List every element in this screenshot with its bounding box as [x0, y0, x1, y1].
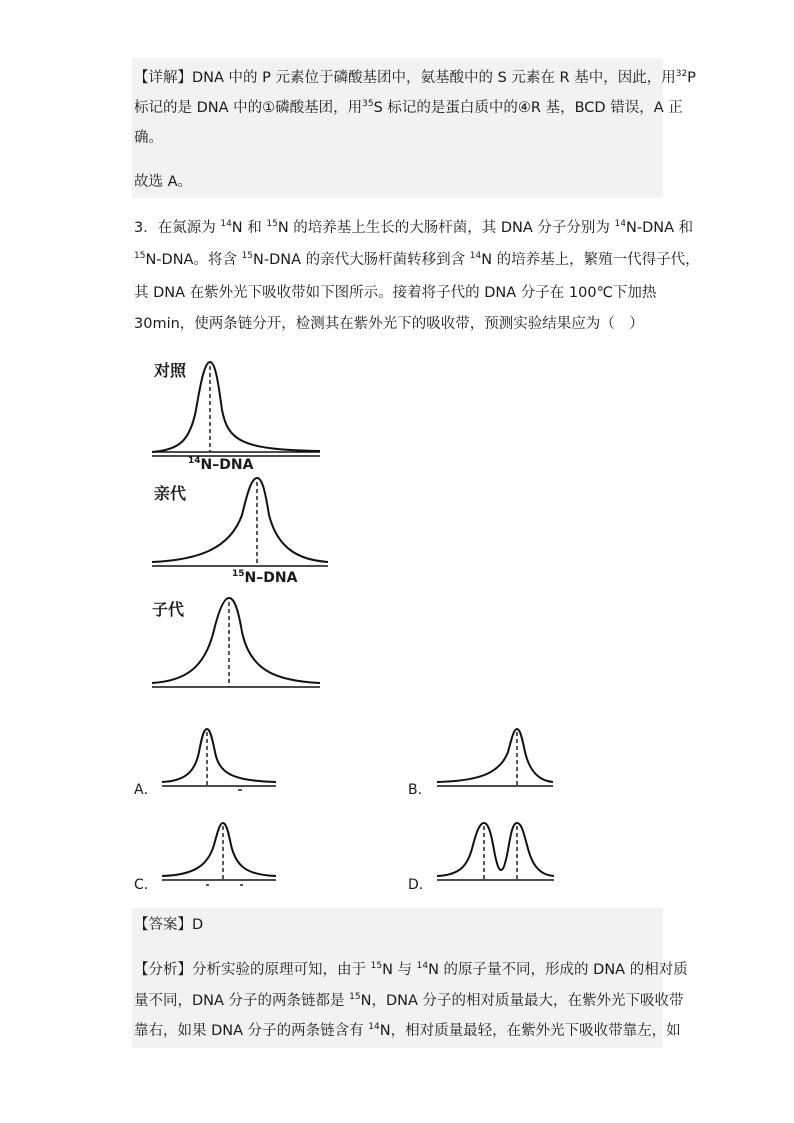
- answer-value: D: [192, 917, 204, 933]
- detail-line-2: 标记的是 DNA 中的①磷酸基团，用$^{35}$S 标记的是蛋白质中的④R 基，BCD 错误，A 正: [134, 99, 683, 116]
- question-line-1: 3．在氮源为 $^{14}$N 和 $^{15}$N 的培养基上生长的大肠杆菌，其 DNA 分子分别为 $^{14}$N-DNA 和: [134, 219, 694, 236]
- offspring-label: 子代: [152, 600, 185, 619]
- analysis-line-2: 量不同，DNA 分子的两条链都是 $^{15}$N，DNA 分子的相对质量最大，在紫外光下吸收带: [134, 992, 684, 1009]
- analysis-line-1: 【分析】分析实验的原理可知，由于 $^{15}$N 与 $^{14}$N 的原子量不同，形成的 DNA 的相对质: [134, 961, 688, 978]
- option-d-label: D．: [408, 877, 433, 893]
- question-line-3: 其 DNA 在紫外光下吸收带如下图所示。接着将子代的 DNA 分子在 100℃下加热: [134, 285, 657, 301]
- detail-line-3: 确。: [134, 130, 163, 146]
- answer-tag: 【答案】: [134, 917, 192, 933]
- option-b-label: B．: [408, 782, 432, 798]
- n14-dna-label: $^{14}$N–DNA: [188, 456, 254, 473]
- control-label: 对照: [154, 361, 187, 380]
- question-line-2: $^{15}$N-DNA。将含 $^{15}$N-DNA 的亲代大肠杆菌转移到含 $^{14}$N 的培养基上，繁殖一代得子代，: [134, 251, 700, 268]
- question-line-4: 30min，使两条链分开，检测其在紫外光下的吸收带，预测实验结果应为（ ）: [134, 316, 644, 332]
- analysis-line-3: 靠右，如果 DNA 分子的两条链含有 $^{14}$N，相对质量最轻，在紫外光下吸收带靠左，如: [134, 1022, 681, 1039]
- detail-line-1: 【详解】DNA 中的 P 元素位于磷酸基团中，氨基酸中的 S 元素在 R 基中，因此，用$^{32}$P: [134, 69, 696, 86]
- n15-dna-label: $^{15}$N–DNA: [232, 569, 298, 586]
- detail-line-4: 故选 A。: [134, 174, 193, 190]
- detail-tag: 【详解】: [134, 70, 192, 86]
- parent-label: 亲代: [154, 484, 187, 503]
- analysis-tag: 【分析】: [134, 962, 192, 978]
- option-c-label: C．: [134, 877, 158, 893]
- option-a-label: A．: [134, 782, 158, 798]
- answer-line: [134, 915, 203, 935]
